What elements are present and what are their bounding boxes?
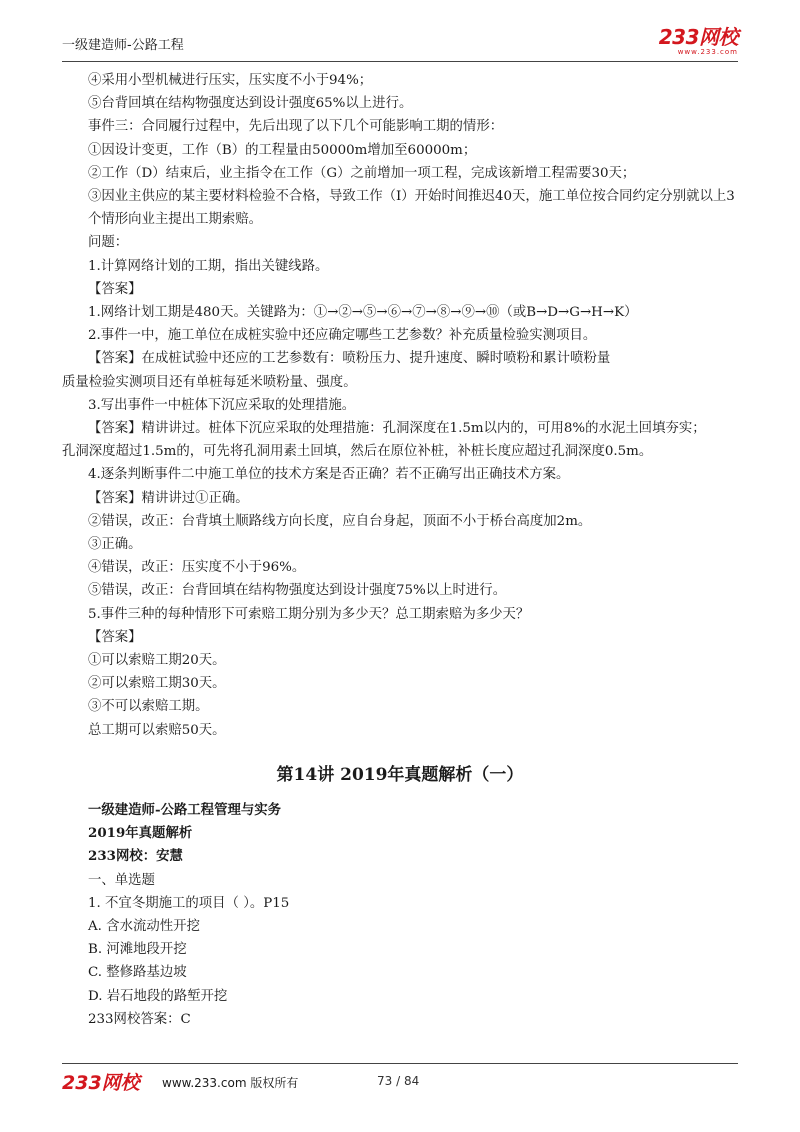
answer-line: 1.网络计划工期是480天。关键路为：①→②→⑤→⑥→⑦→⑧→⑨→⑩（或B→D→G→H→K） — [88, 305, 638, 321]
text-line: ①因设计变更，工作（B）的工程量由50000m增加至60000m； — [88, 142, 477, 158]
question-line: 5.事件三种的每种情形下可索赔工期分别为多少天？总工期索赔为多少天？ — [88, 606, 530, 622]
answer-line: ③正确。 — [88, 537, 142, 553]
answer-paragraph: 【答案】精讲讲过。桩体下沉应采取的处理措施：孔洞深度在1.5m以内的，可用8%的水泥土回填夯实； — [88, 421, 706, 437]
text-line: ⑤台背回填在结构物强度达到设计强度65%以上进行。 — [88, 96, 413, 112]
answer-line: ③不可以索赔工期。 — [88, 699, 209, 715]
answer-line: ②可以索赔工期30天。 — [88, 676, 226, 692]
question-line: 3.写出事件一中桩体下沉应采取的处理措施。 — [88, 397, 356, 413]
answer-line: ①可以索赔工期20天。 — [88, 653, 226, 669]
text-line: ②工作（D）结束后，业主指令在工作（G）之前增加一项工程，完成该新增工程需要30天； — [88, 165, 636, 181]
option-c: C. 整修路基边坡 — [88, 965, 187, 981]
answer-line: 总工期可以索赔50天。 — [88, 722, 226, 738]
footer-copyright: www.233.com 版权所有 — [162, 1076, 299, 1090]
page-header — [62, 26, 738, 60]
logo-url: www.233.com — [677, 48, 738, 56]
document-body — [62, 69, 738, 742]
answer-line: 孔洞深度超过1.5m的，可先将孔洞用素土回填，然后在原位补桩，补桩长度应超过孔洞深度0.5m。 — [62, 444, 653, 460]
text-line: 事件三：合同履行过程中，先后出现了以下几个可能影响工期的情形： — [88, 119, 504, 135]
answer-line: ④错误，改正：压实度不小于96%。 — [88, 560, 306, 576]
question-line: 4.逐条判断事件二中施工单位的技术方案是否正确？若不正确写出正确技术方案。 — [88, 467, 570, 483]
question-line: 1. 不宜冬期施工的项目（ ）。P15 — [88, 895, 290, 911]
answer-line: 【答案】在成桩试验中还应的工艺参数有：喷粉压力、提升速度、瞬时喷粉和累计喷粉量 — [88, 351, 611, 367]
answer-label: 【答案】 — [88, 281, 142, 297]
answer-line: 233网校答案：C — [88, 1011, 191, 1027]
header-divider — [62, 61, 738, 62]
text-paragraph: ③因业主供应的某主要材料检验不合格，导致工作（Ⅰ）开始时间推迟40天，施工单位按合同约定分别就以上3个情形向业主提出工期索赔。 — [88, 189, 735, 228]
question-line: 1.计算网络计划的工期，指出关键线路。 — [88, 258, 329, 274]
section-heading: 第14讲 2019年真题解析（一） — [276, 765, 524, 785]
course-subtitle: 2019年真题解析 — [88, 825, 193, 842]
header-title: 一级建造师-公路工程 — [62, 38, 184, 53]
option-b: B. 河滩地段开挖 — [88, 942, 187, 958]
answer-line: ⑤错误，改正：台背回填在结构物强度达到设计强度75%以上时进行。 — [88, 583, 507, 599]
answer-line: 质量检验实测项目还有单桩每延米喷粉量、强度。 — [62, 374, 357, 390]
option-a: A. 含水流动性开挖 — [88, 919, 200, 935]
instructor-line: 233网校：安慧 — [88, 848, 183, 865]
answer-line: ②错误，改正：台背填土顺路线方向长度，应自台身起，顶面不小于桥台高度加2m。 — [88, 513, 592, 529]
text-line: ④采用小型机械进行压实，压实度不小于94%； — [88, 73, 373, 88]
question-type: 一、单选题 — [88, 872, 155, 888]
footer-divider — [62, 1063, 738, 1064]
brand-logo — [659, 26, 738, 56]
text-line: 问题： — [88, 235, 129, 251]
answer-line: 【答案】精讲讲过①正确。 — [88, 490, 249, 506]
page-number: 73 / 84 — [377, 1074, 420, 1088]
answer-label: 【答案】 — [88, 629, 142, 645]
footer-logo: 233网校 — [62, 1072, 140, 1094]
option-d: D. 岩石地段的路堑开挖 — [88, 988, 228, 1004]
logo-text: 233网校 — [658, 25, 738, 49]
page-footer — [62, 1068, 738, 1096]
section-body — [88, 799, 738, 1031]
course-title: 一级建造师-公路工程管理与实务 — [88, 802, 282, 818]
question-line: 2.事件一中，施工单位在成桩实验中还应确定哪些工艺参数？补充质量检验实测项目。 — [88, 328, 597, 344]
